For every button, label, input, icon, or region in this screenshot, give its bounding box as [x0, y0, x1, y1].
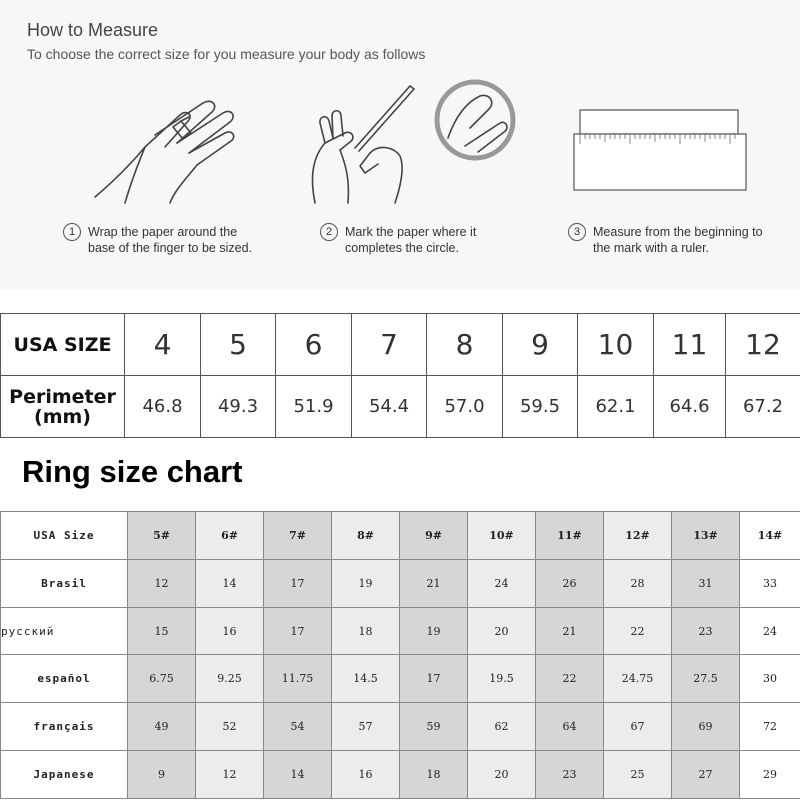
ring-chart-cell: 18 [332, 607, 400, 655]
ring-chart-row-label: русский [1, 607, 128, 655]
perimeter-cell: 62.1 [578, 376, 654, 438]
ring-chart-row [1, 751, 800, 799]
step-2-text: Mark the paper where it completes the circle. [345, 225, 477, 255]
usa-size-cell: 10 [578, 314, 654, 376]
how-to-measure-subtitle: To choose the correct size for you measure your body as follows [27, 46, 426, 62]
ring-chart-cell: 62 [468, 703, 536, 751]
ring-chart-cell: 9.25 [196, 655, 264, 703]
usa-size-cell: 7 [352, 314, 427, 376]
ring-chart-cell: 27 [672, 751, 740, 799]
hand-wrap-illustration [85, 85, 275, 210]
ruler-illustration [570, 108, 750, 193]
ring-chart-cell: 69 [672, 703, 740, 751]
step-3-text: Measure from the beginning to the mark with a ruler. [593, 225, 763, 255]
perimeter-cell: 57.0 [427, 376, 503, 438]
perimeter-cell: 54.4 [352, 376, 427, 438]
perimeter-cell: 49.3 [201, 376, 276, 438]
ring-chart-cell: 18 [400, 751, 468, 799]
usa-size-cell: 8 [427, 314, 503, 376]
ring-chart-row [1, 559, 800, 607]
ring-chart-cell: 29 [740, 751, 800, 799]
ring-chart-cell: 14 [196, 559, 264, 607]
ring-chart-cell: 25 [604, 751, 672, 799]
ring-chart-cell: 54 [264, 703, 332, 751]
perimeter-cell: 64.6 [654, 376, 726, 438]
ring-chart-cell: 17 [264, 607, 332, 655]
ring-chart-cell: 21 [400, 559, 468, 607]
ring-chart-cell: 12# [604, 512, 672, 560]
ring-size-chart-table [0, 511, 800, 799]
perimeter-cell: 59.5 [503, 376, 578, 438]
ring-chart-cell: 10# [468, 512, 536, 560]
ring-chart-cell: 22 [536, 655, 604, 703]
ring-chart-cell: 17 [400, 655, 468, 703]
ring-chart-cell: 49 [128, 703, 196, 751]
ring-chart-row-label: Japanese [1, 751, 128, 799]
usa-size-cell: 6 [276, 314, 352, 376]
pen-mark-illustration [300, 78, 530, 208]
ring-chart-cell: 9# [400, 512, 468, 560]
ring-chart-cell: 12 [128, 559, 196, 607]
ring-chart-cell: 19 [400, 607, 468, 655]
how-to-measure-title: How to Measure [27, 20, 159, 40]
ring-chart-cell: 24 [468, 559, 536, 607]
ring-chart-cell: 59 [400, 703, 468, 751]
ring-chart-cell: 24.75 [604, 655, 672, 703]
usa-size-label: USA SIZE [1, 314, 125, 376]
ring-chart-row [1, 607, 800, 655]
ring-chart-cell: 19.5 [468, 655, 536, 703]
step-2-number: 2 [320, 223, 338, 241]
ring-chart-cell: 33 [740, 559, 800, 607]
ring-chart-cell: 16 [196, 607, 264, 655]
ring-chart-cell: 11.75 [264, 655, 332, 703]
usa-size-cell: 4 [125, 314, 201, 376]
ring-chart-cell: 5# [128, 512, 196, 560]
ring-chart-cell: 67 [604, 703, 672, 751]
ring-chart-cell: 8# [332, 512, 400, 560]
ring-chart-cell: 64 [536, 703, 604, 751]
ring-chart-row-label: USA Size [1, 512, 128, 560]
ring-chart-cell: 20 [468, 607, 536, 655]
ring-chart-cell: 19 [332, 559, 400, 607]
perimeter-row [1, 376, 800, 438]
usa-size-cell: 11 [654, 314, 726, 376]
perimeter-cell: 46.8 [125, 376, 201, 438]
ring-chart-cell: 23 [536, 751, 604, 799]
ring-chart-cell: 30 [740, 655, 800, 703]
ring-chart-cell: 26 [536, 559, 604, 607]
ring-chart-cell: 6.75 [128, 655, 196, 703]
usa-size-cell: 5 [201, 314, 276, 376]
ring-chart-cell: 28 [604, 559, 672, 607]
usa-size-cell: 12 [726, 314, 800, 376]
ring-chart-cell: 16 [332, 751, 400, 799]
ring-chart-cell: 20 [468, 751, 536, 799]
ring-chart-cell: 52 [196, 703, 264, 751]
ring-chart-row-label: Brasil [1, 559, 128, 607]
ring-chart-cell: 22 [604, 607, 672, 655]
ring-chart-cell: 27.5 [672, 655, 740, 703]
perimeter-label: Perimeter (mm) [1, 376, 125, 438]
ring-chart-cell: 21 [536, 607, 604, 655]
usa-size-cell: 9 [503, 314, 578, 376]
ring-chart-cell: 7# [264, 512, 332, 560]
ring-chart-cell: 12 [196, 751, 264, 799]
step-1-text: Wrap the paper around the base of the finger to be sized. [88, 225, 252, 255]
usa-size-perimeter-table [0, 313, 800, 438]
ring-chart-cell: 24 [740, 607, 800, 655]
usa-size-row [1, 314, 800, 376]
ring-chart-cell: 57 [332, 703, 400, 751]
ring-chart-cell: 14# [740, 512, 800, 560]
ring-chart-cell: 6# [196, 512, 264, 560]
ring-chart-row-label: español [1, 655, 128, 703]
ring-chart-row-label: français [1, 703, 128, 751]
how-to-measure-panel [0, 0, 800, 290]
step-3-number: 3 [568, 223, 586, 241]
ring-chart-cell: 11# [536, 512, 604, 560]
ring-chart-cell: 15 [128, 607, 196, 655]
ring-size-chart-title: Ring size chart [22, 454, 243, 489]
ring-chart-cell: 9 [128, 751, 196, 799]
perimeter-cell: 51.9 [276, 376, 352, 438]
ring-chart-cell: 17 [264, 559, 332, 607]
ring-chart-cell: 31 [672, 559, 740, 607]
ring-chart-cell: 14 [264, 751, 332, 799]
ring-chart-row [1, 703, 800, 751]
ring-chart-cell: 23 [672, 607, 740, 655]
step-1-number: 1 [63, 223, 81, 241]
ring-chart-cell: 13# [672, 512, 740, 560]
ring-chart-row [1, 655, 800, 703]
ring-chart-cell: 14.5 [332, 655, 400, 703]
ring-chart-row [1, 512, 800, 560]
ring-chart-cell: 72 [740, 703, 800, 751]
perimeter-cell: 67.2 [726, 376, 800, 438]
